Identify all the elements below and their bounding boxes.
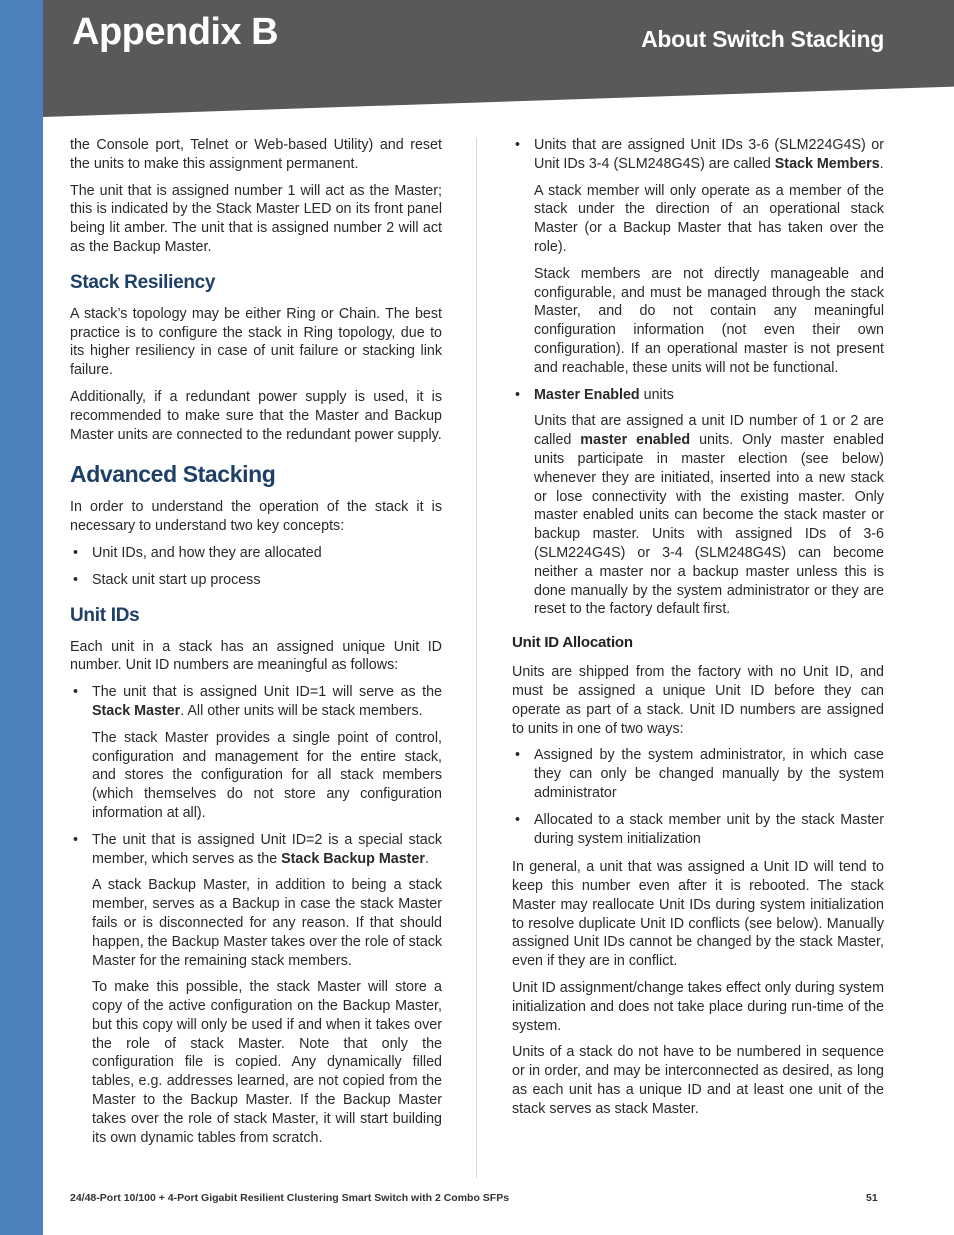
list-item [512,386,884,405]
text: . [424,850,429,867]
heading-unit-id-allocation: Unit ID Allocation [512,634,633,652]
paragraph [512,412,884,619]
paragraph: the Console port, Telnet or Web-based Utility) and reset the units to make this assignment permanent. [70,137,442,172]
heading-unit-ids: Unit IDs [70,604,140,626]
heading-advanced-stacking: Advanced Stacking [70,461,276,488]
bullet-list [512,746,884,848]
bold-term: Stack Backup Master [281,850,425,867]
list-item [70,831,442,869]
section-title: About Switch Stacking [641,26,884,52]
list-item [512,136,884,174]
text: Units that are assigned Unit IDs 3-6 (SLM224G4S) or Unit IDs 3-4 (SLM248G4S) are called [534,137,884,172]
column-divider [476,138,477,1178]
list-item: • Allocated to a stack member unit by the stack Master during system initialization [512,811,884,849]
text: Units that are assigned a unit ID number of 1 or 2 are called [534,413,884,449]
appendix-title: Appendix B [72,11,279,53]
paragraph: Unit ID assignment/change takes effect only during system initialization and does not take place during run-time of the system. [512,980,884,1034]
list-item [70,683,442,721]
paragraph: To make this possible, the stack Master will store a copy of the active configuration on the Backup Master, but this copy will only be used if and when it takes over the role of stack Master. Note that only the configuration file is copied. Any dynamically filled tables, e.g. addresses learned, are not copied from the Master to the Backup Master. If the Backup Master takes over the role of stack Master, it will start building its own dynamic tables from scratch. [92,979,442,1146]
list-item: • Unit IDs, and how they are allocated [70,544,442,563]
paragraph: Units of a stack do not have to be numbered in sequence or in order, and may be interconnected as desired, as long as each unit has a unique ID and at least one unit of the stack serves as stack Master. [512,1044,884,1117]
paragraph: Stack members are not directly manageable and configurable, and must be managed through the stack Master, and do not contain any meaningful configuration information (not even their own configuration). If an operational master is not present and reachable, these units will not be functional. [534,265,884,376]
text: units. Only master enabled units participate in master election (see below) whenever they are initiated, inserted into a new stack or lose connectivity with the existing master. Only master enabled units can become the stack master or backup master. Units with assigned IDs of 3-6 (SLM224G4S) or 3-4 (SLM248G4S) can become neither a master nor a backup master unless this is done manually by the system administrator or they are reset to the factory default first. [534,432,885,618]
paragraph: Each unit in a stack has an assigned unique Unit ID number. Unit ID numbers are meaningful as follows: [70,638,442,674]
heading-stack-resiliency: Stack Resiliency [70,271,216,293]
right-column [512,136,884,1127]
bold-term: Stack Master [92,702,181,719]
list-item: • Assigned by the system administrator, in which case they can only be changed manually by the system administrator [512,746,884,802]
bold-term: master enabled [580,432,691,449]
text: . [879,155,884,172]
text: The unit that is assigned Unit ID=1 will serve as the [92,684,442,701]
paragraph: A stack Backup Master, in addition to being a stack member, serves as a Backup in case the stack Master fails or is disconnected for any reason. If that should happen, the Backup Master takes over the role of stack Master for the remaining stack members. [92,877,442,969]
paragraph: In order to understand the operation of the stack it is necessary to understand two key concepts: [70,499,442,535]
page-number: 51 [866,1192,878,1204]
bold-term: Stack Members [774,155,880,172]
paragraph: A stack member will only operate as a member of the stack under the direction of an operational stack Master (or a Backup Master that has taken over the role). [534,182,884,255]
text: . All other units will be stack members. [180,702,423,719]
text: The unit that is assigned Unit ID=2 is a special stack member, which serves as the [92,831,442,867]
bold-term: Master Enabled [534,386,640,403]
bullet-list [70,544,442,590]
left-column [70,136,442,1155]
list-item: • Stack unit start up process [70,571,442,590]
text: units [639,386,674,403]
footer-product-name: 24/48-Port 10/100 + 4-Port Gigabit Resilient Clustering Smart Switch with 2 Combo SFPs [70,1192,510,1204]
side-accent-bar [0,0,43,1235]
paragraph: Additionally, if a redundant power supply is used, it is recommended to make sure that the Master and Backup Master units are connected to the redundant power supply. [70,388,442,443]
paragraph: A stack’s topology may be either Ring or Chain. The best practice is to configure the stack in Ring topology, due to its higher resiliency in case of unit failure or stacking link failure. [70,305,442,379]
paragraph: In general, a unit that was assigned a Unit ID will tend to keep this number even after it is rebooted. The stack Master may reallocate Unit IDs during system initialization to resolve duplicate Unit ID conflicts (see below). Manually assigned Unit IDs cannot be changed by the stack Master, even if they are in conflict. [512,859,884,970]
paragraph: The stack Master provides a single point of control, configuration and management for the entire stack, and stores the configuration for all stack members (which themselves do not store any configuration information at all). [92,729,442,821]
paragraph: The unit that is assigned number 1 will act as the Master; this is indicated by the Stack Master LED on its front panel being lit amber. The unit that is assigned number 2 will act as the Backup Master. [70,182,442,255]
paragraph: Units are shipped from the factory with no Unit ID, and must be assigned a unique Unit ID before they can operate as part of a stack. Unit ID numbers are assigned to units in one of two ways: [512,664,884,737]
